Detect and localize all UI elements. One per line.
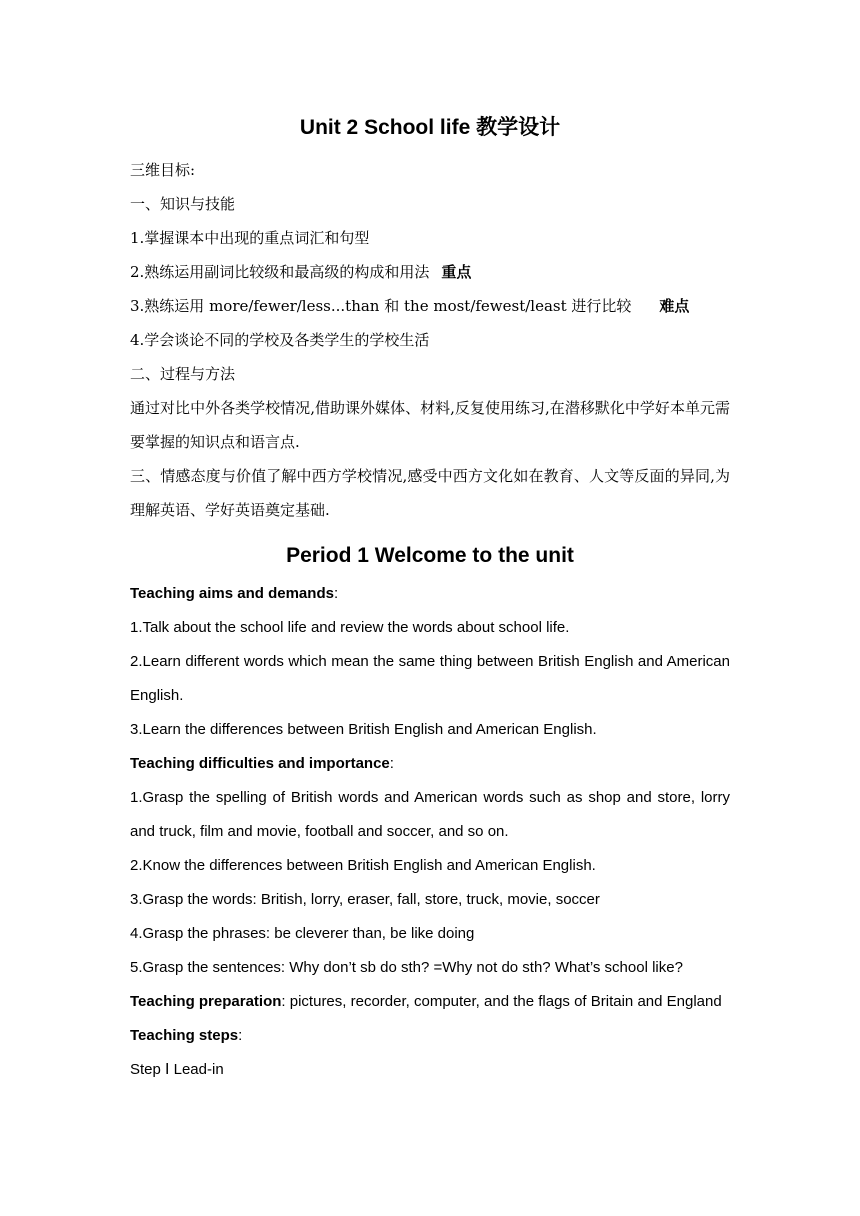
section-attitude-body: 三、情感态度与价值了解中西方学校情况,感受中西方文化如在教育、人文等反面的异同,为理解英语、学好英语奠定基础. bbox=[130, 467, 730, 519]
aims-label: Teaching aims and demands bbox=[130, 585, 334, 602]
goal-2-tag: 重点 bbox=[441, 263, 472, 281]
goal-1: 1.掌握课本中出现的重点词汇和句型 bbox=[130, 229, 370, 247]
steps-colon: : bbox=[238, 1027, 243, 1044]
section-process-body: 通过对比中外各类学校情况,借助课外媒体、材料,反复使用练习,在潜移默化中学好本单元需要掌握的知识点和语言点. bbox=[130, 399, 730, 451]
document-title: Unit 2 School life 教学设计 bbox=[299, 116, 561, 139]
difficulty-item: 1.Grasp the spelling of British words and American words such as shop and store, lorry and truck, film and movie, football and soccer, and so on. bbox=[130, 789, 730, 840]
section-knowledge-heading: 一、知识与技能 bbox=[130, 195, 236, 213]
difficulties-label: Teaching difficulties and importance bbox=[130, 755, 390, 772]
steps-heading bbox=[130, 1019, 730, 1053]
goal-4: 4.学会谈论不同的学校及各类学生的学校生活 bbox=[130, 331, 430, 349]
aim-item: 2.Learn different words which mean the same thing between British English and American English. bbox=[130, 653, 730, 704]
aims-heading bbox=[130, 577, 730, 611]
goals-heading: 三维目标: bbox=[130, 161, 196, 179]
aims-colon: : bbox=[333, 585, 339, 602]
difficulties-heading bbox=[130, 747, 730, 781]
preparation-label: Teaching preparation bbox=[130, 993, 282, 1010]
preparation bbox=[130, 985, 730, 1019]
difficulty-item: 5.Grasp the sentences: Why don’t sb do sth? =Why not do sth? What’s school like? bbox=[130, 959, 683, 976]
step-1: Step Ⅰ Lead-in bbox=[130, 1061, 224, 1078]
difficulty-item: 3.Grasp the words: British, lorry, eraser, fall, store, truck, movie, soccer bbox=[130, 891, 600, 908]
preparation-text: : pictures, recorder, computer, and the flags of Britain and England bbox=[281, 993, 722, 1010]
aim-item: 1.Talk about the school life and review the words about school life. bbox=[130, 619, 570, 636]
goal-3-text: 3.熟练运用 more/fewer/less...than 和 the most/fewest/least 进行比较 bbox=[130, 297, 632, 315]
goal-3 bbox=[130, 289, 730, 323]
steps-label: Teaching steps bbox=[130, 1027, 239, 1044]
difficulties-colon: : bbox=[389, 755, 394, 772]
goal-3-tag: 难点 bbox=[659, 297, 690, 315]
goal-2-text: 2.熟练运用副词比较级和最高级的构成和用法 bbox=[130, 263, 430, 281]
section-process-heading: 二、过程与方法 bbox=[130, 365, 236, 383]
aim-item: 3.Learn the differences between British English and American English. bbox=[130, 721, 597, 738]
difficulty-item: 4.Grasp the phrases: be cleverer than, be like doing bbox=[130, 925, 475, 942]
difficulty-item: 2.Know the differences between British English and American English. bbox=[130, 857, 596, 874]
goal-2 bbox=[130, 255, 730, 289]
period-title: Period 1 Welcome to the unit bbox=[286, 544, 574, 567]
